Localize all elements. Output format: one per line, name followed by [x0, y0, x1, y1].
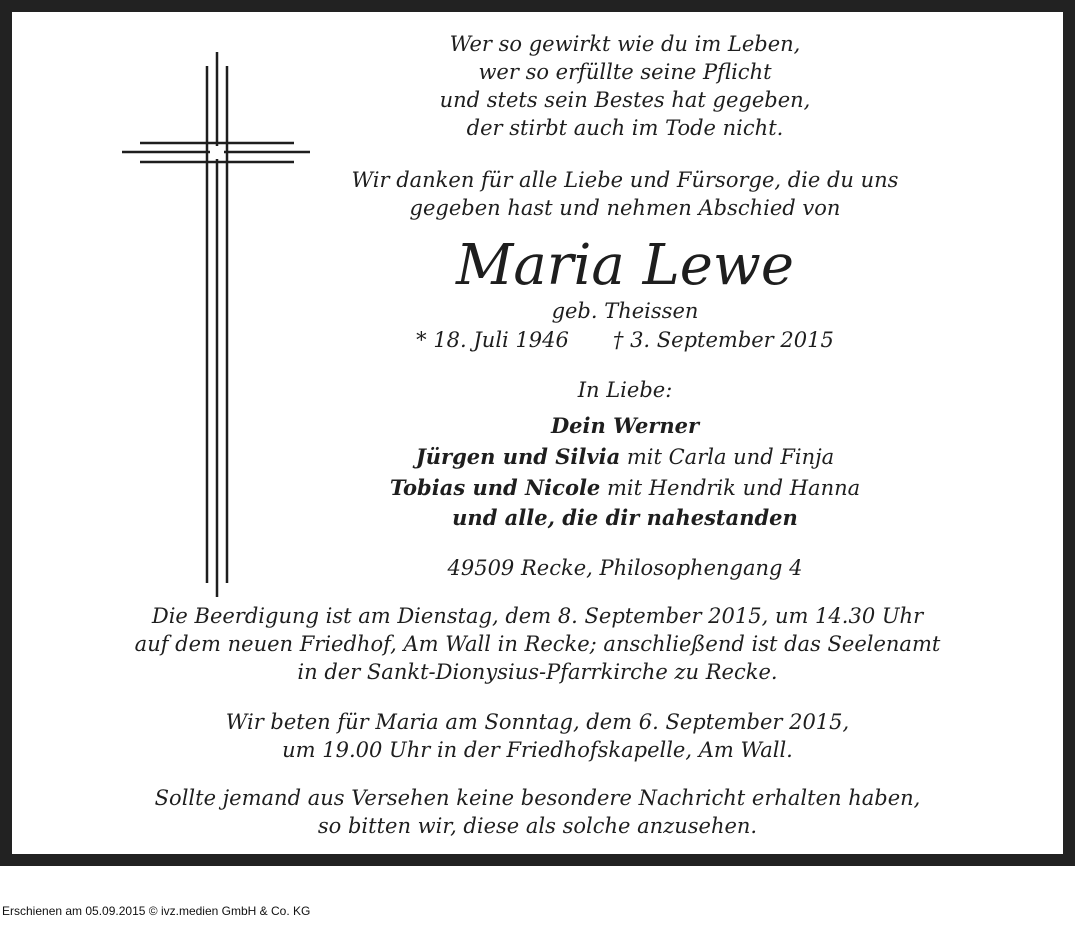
poem-line: der stirbt auch im Tode nicht. — [466, 116, 784, 140]
publication-footer: Erschienen am 05.09.2015 © ivz.medien GmbH & Co. KG — [2, 904, 311, 918]
prayer-line: Wir beten für Maria am Sonntag, dem 6. September 2015, — [225, 710, 850, 734]
poem-line: Wer so gewirkt wie du im Leben, — [449, 32, 801, 56]
obituary-card — [12, 12, 1063, 854]
mourners-intro: In Liebe: — [577, 378, 673, 402]
funeral-line: in der Sankt-Dionysius-Pfarrkirche zu Recke. — [297, 660, 778, 684]
mourner-line — [312, 474, 938, 502]
notice-line: so bitten wir, diese als solche anzusehen. — [317, 814, 758, 838]
thanks-line: Wir danken für alle Liebe und Fürsorge, die du uns — [351, 168, 899, 192]
funeral-line: auf dem neuen Friedhof, Am Wall in Recke; anschließend ist das Seelenamt — [134, 632, 941, 656]
mourner-line: und alle, die dir nahestanden — [452, 505, 798, 530]
funeral-line: Die Beerdigung ist am Dienstag, dem 8. September 2015, um 14.30 Uhr — [151, 604, 924, 628]
thanks-line: gegeben hast und nehmen Abschied von — [409, 196, 841, 220]
mourner-line: Dein Werner — [550, 413, 700, 438]
poem-line: und stets sein Bestes hat gegeben, — [439, 88, 811, 112]
mourner-names: Tobias und Nicole — [389, 475, 601, 500]
deceased-name: Maria Lewe — [456, 233, 794, 298]
birth-name: geb. Theissen — [551, 299, 699, 323]
birth-date: * 18. Juli 1946 — [416, 328, 569, 352]
death-date: † 3. September 2015 — [612, 328, 834, 352]
mourner-grandchildren: mit Hendrik und Hanna — [600, 476, 861, 500]
notice-line: Sollte jemand aus Versehen keine besondere Nachricht erhalten haben, — [154, 786, 921, 810]
poem-line: wer so erfüllte seine Pflicht — [478, 60, 772, 84]
mourner-line — [312, 443, 938, 471]
prayer-line: um 19.00 Uhr in der Friedhofskapelle, Am Wall. — [282, 738, 793, 762]
life-dates — [312, 326, 938, 354]
cross-icon — [122, 52, 312, 602]
address: 49509 Recke, Philosophengang 4 — [447, 556, 803, 580]
mourner-names: Jürgen und Silvia — [415, 444, 621, 469]
mourner-grandchildren: mit Carla und Finja — [620, 445, 835, 469]
